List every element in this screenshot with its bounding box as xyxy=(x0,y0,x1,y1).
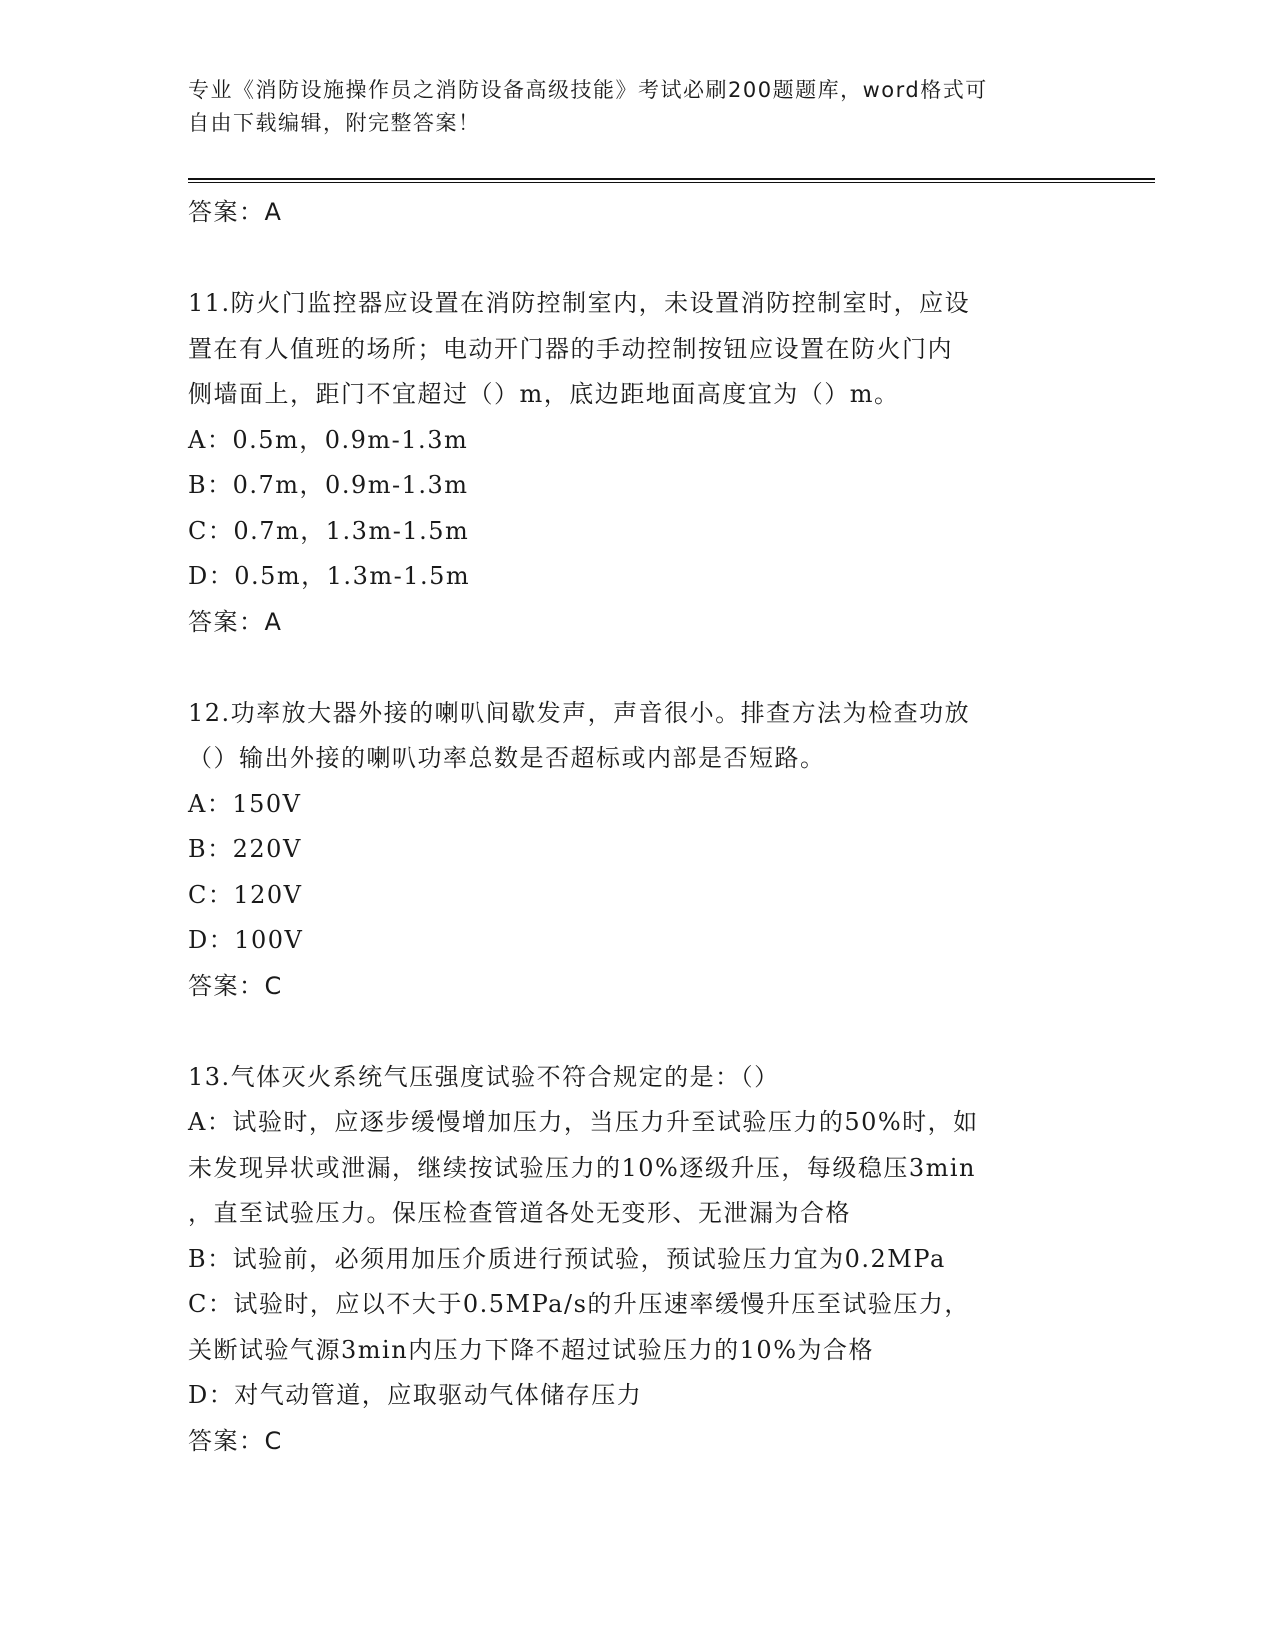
answer-line: 答案：C xyxy=(188,971,283,1000)
header-line-2: 自由下载编辑，附完整答案！ xyxy=(188,111,481,135)
page-header xyxy=(188,74,1078,140)
question-stem-line: 12.功率放大器外接的喇叭间歇发声，声音很小。排查方法为检查功放 xyxy=(188,698,971,727)
header-divider xyxy=(188,178,1155,180)
question-stem-line: 13.气体灭火系统气压强度试验不符合规定的是：（） xyxy=(188,1062,780,1091)
answer-line: 答案：A xyxy=(188,607,283,636)
option-b: B：试验前，必须用加压介质进行预试验，预试验压力宜为0.2MPa xyxy=(188,1244,946,1273)
option-c: C：120V xyxy=(188,880,303,909)
option-a: A：试验时，应逐步缓慢增加压力，当压力升至试验压力的50%时，如 xyxy=(188,1108,979,1136)
header-line-1: 专业《消防设施操作员之消防设备高级技能》考试必刷200题题库，word格式可 xyxy=(188,78,988,102)
option-c-continued: 关断试验气源3min内压力下降不超过试验压力的10%为合格 xyxy=(188,1335,875,1364)
option-a-continued: ，直至试验压力。保压检查管道各处无变形、无泄漏为合格 xyxy=(188,1199,851,1227)
option-a: A：150V xyxy=(188,789,302,818)
option-a-continued: 未发现异状或泄漏，继续按试验压力的10%逐级升压，每级稳压3min xyxy=(188,1153,977,1182)
option-c: C：试验时，应以不大于0.5MPa/s的升压速率缓慢升压至试验压力， xyxy=(188,1290,970,1318)
option-c: C：0.7m，1.3m-1.5m xyxy=(188,516,470,545)
question-stem-line: （）输出外接的喇叭功率总数是否超标或内部是否短路。 xyxy=(188,744,826,772)
option-d: D：0.5m，1.3m-1.5m xyxy=(188,562,471,590)
answer-line: 答案：C xyxy=(188,1426,283,1455)
header-divider-thin xyxy=(188,182,1155,183)
option-a: A：0.5m，0.9m-1.3m xyxy=(188,425,469,454)
option-b: B：220V xyxy=(188,835,302,863)
answer-line: 答案：A xyxy=(188,198,283,226)
question-block xyxy=(188,281,1088,645)
question-stem-line: 11.防火门监控器应设置在消防控制室内，未设置消防控制室时，应设 xyxy=(188,289,971,317)
option-b: B：0.7m，0.9m-1.3m xyxy=(188,471,469,499)
question-stem-line: 置在有人值班的场所；电动开门器的手动控制按钮应设置在防火门内 xyxy=(188,334,953,363)
question-stem-line: 侧墙面上，距门不宜超过（）m，底边距地面高度宜为（）m。 xyxy=(188,380,900,408)
question-block xyxy=(188,691,1088,1010)
option-d: D：100V xyxy=(188,926,304,954)
option-d: D：对气动管道，应取驱动气体储存压力 xyxy=(188,1381,643,1409)
question-block xyxy=(188,1055,1088,1465)
question-content xyxy=(188,190,1088,1464)
